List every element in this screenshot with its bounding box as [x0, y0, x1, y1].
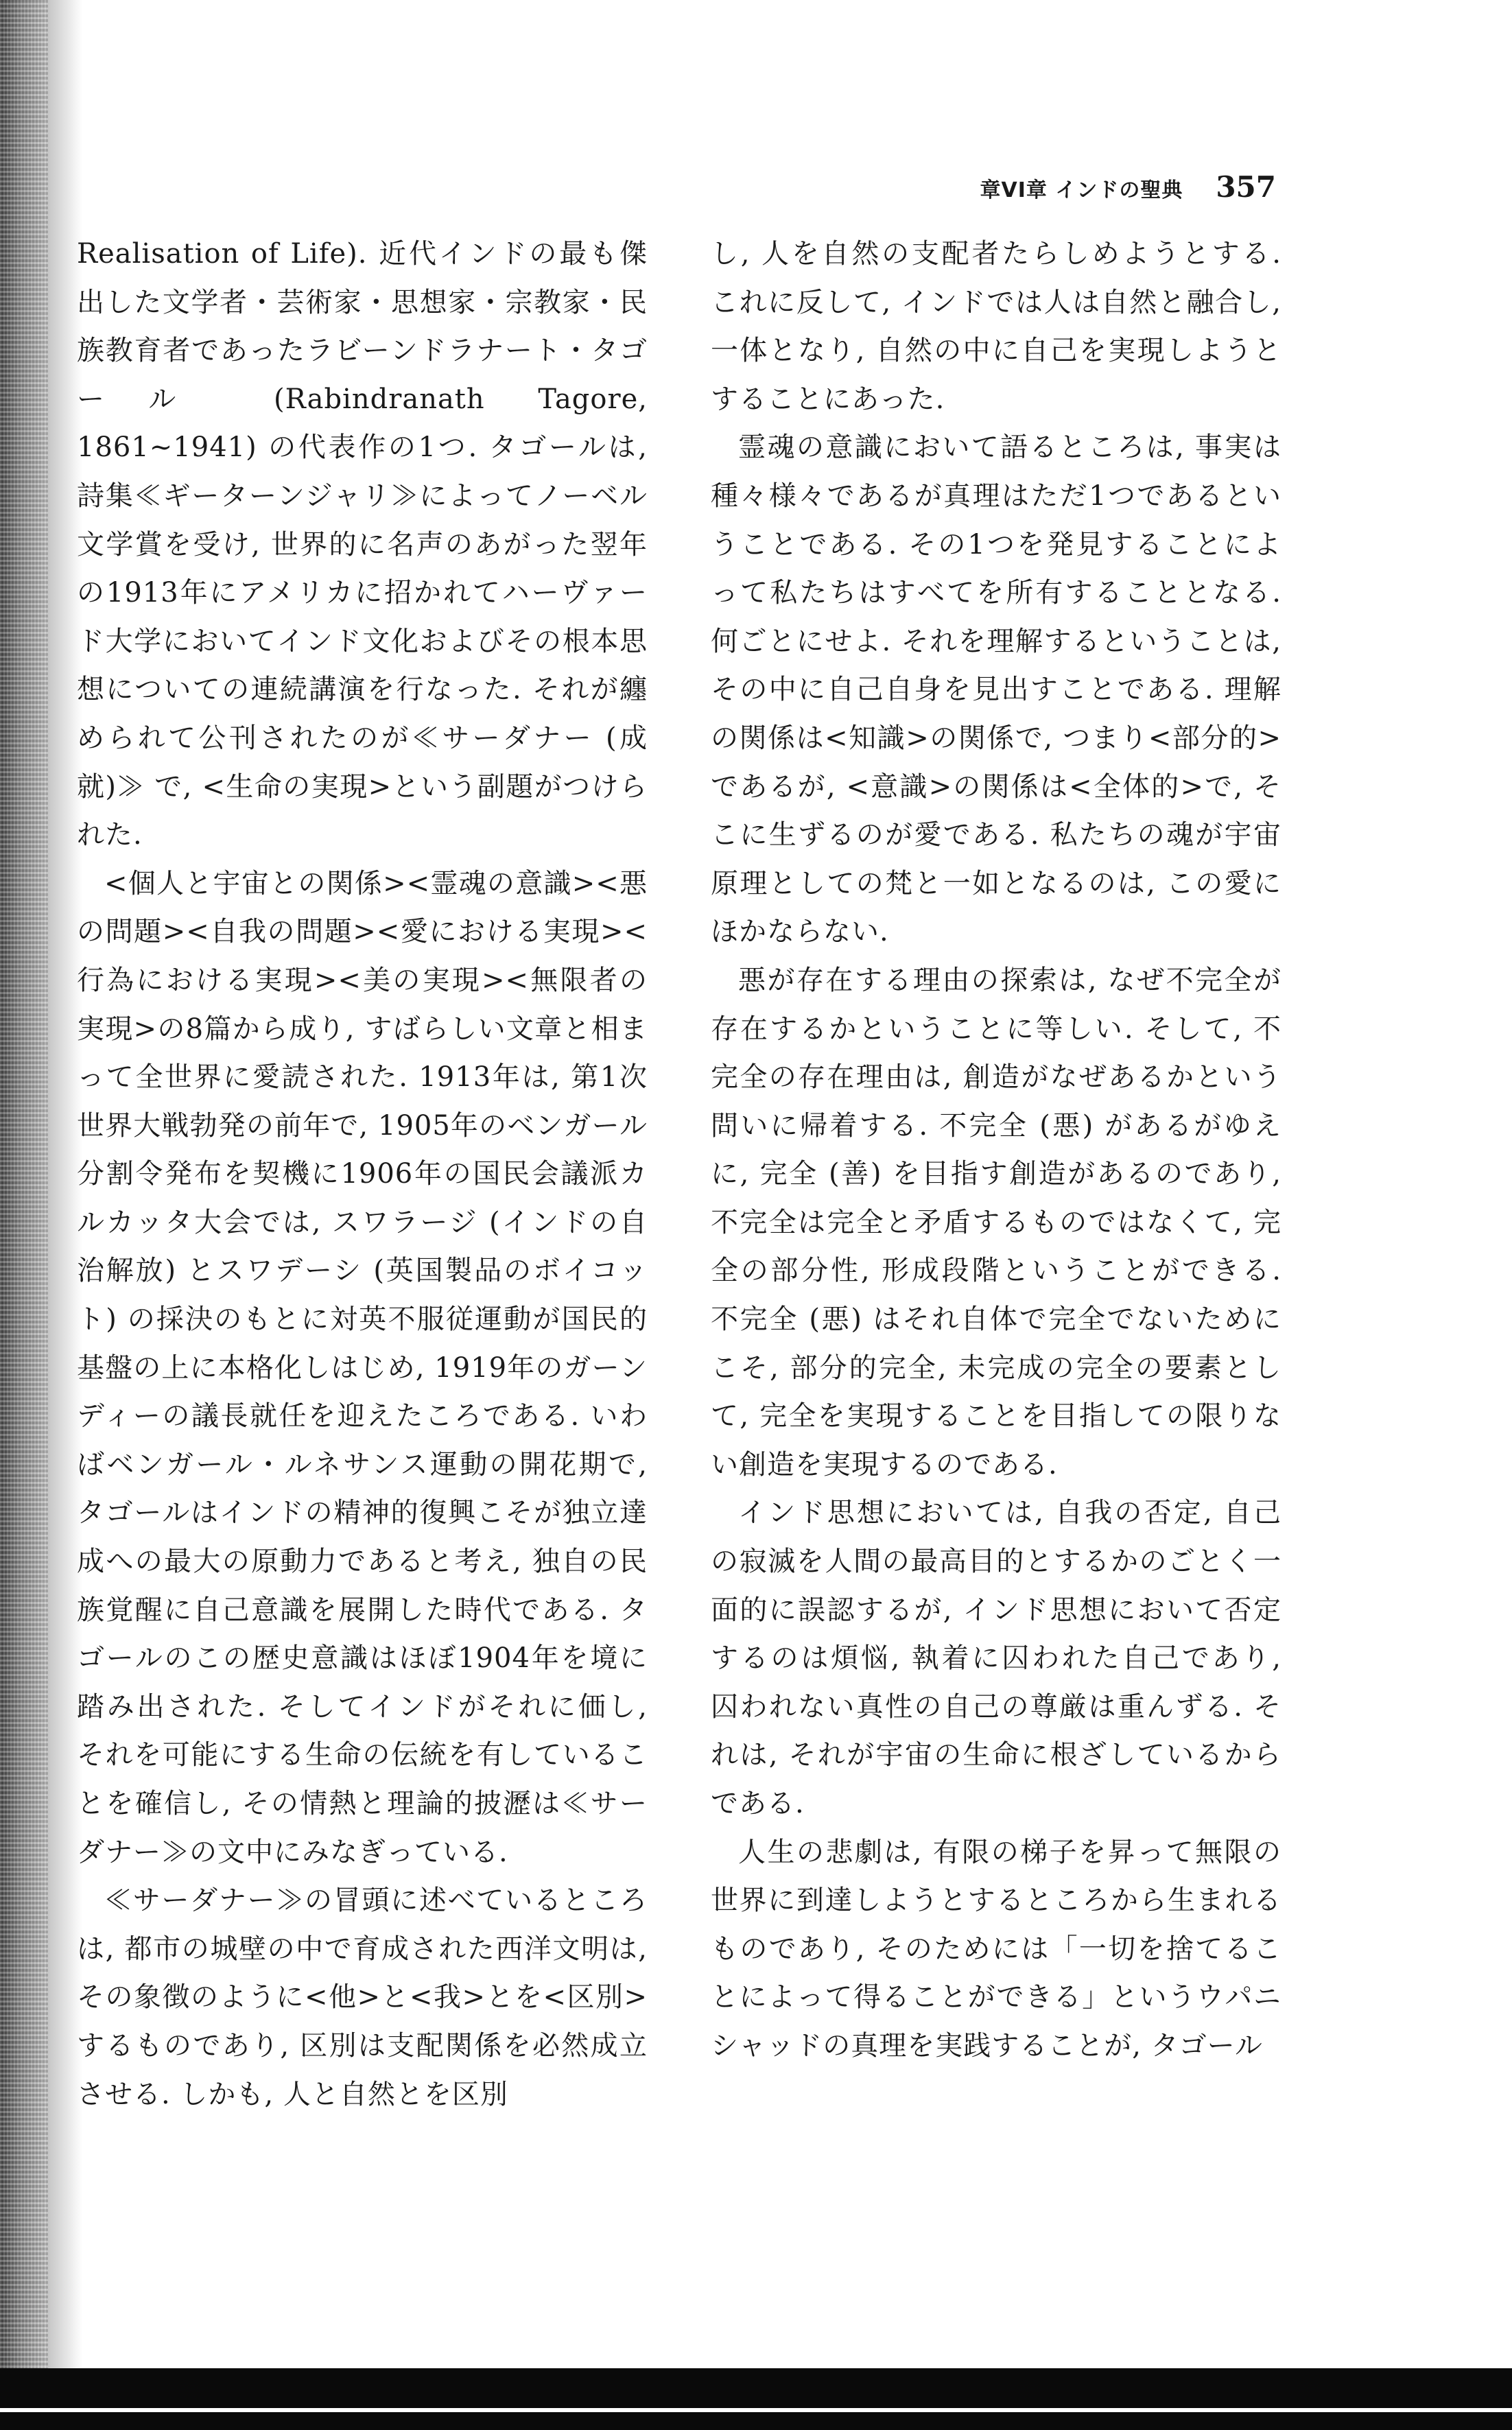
left-column — [77, 230, 648, 2119]
binding-speckle — [0, 0, 48, 2430]
left-paragraph-2: <個人と宇宙との関係><霊魂の意識><悪の問題><自我の問題><愛における実現><行為における実現><美の実現><無限者の実現>の8篇から成り, すばらしい文章と相まって全世界に愛読された. 1913年は, 第1次世界大戦勃発の前年で, 1905年のベンガール分割令発布を契機に1906年の国民会議派カルカッタ大会では, スワラージ (インドの自治解放) とスワデーシ (英国製品のボイコット) の採決のもとに対英不服従運動が国民的基盤の上に本格化しはじめ, 1919年のガーンディーの議長就任を迎えたころである. いわばベンガール・ルネサンス運動の開花期で, タゴールはインドの精神的復興こそが独立達成への最大の原動力であると考え, 独自の民族覚醒に自己意識を展開した時代である. タゴールのこの歴史意識はほぼ1904年を境に踏み出された. そしてインドがそれに価し, それを可能にする生命の伝統を有していることを確信し, その情熱と理論的披瀝は≪サーダナー≫の文中にみなぎっている. — [77, 867, 648, 1868]
chapter-title: 章VI章 インドの聖典 — [980, 178, 1183, 202]
page-number: 357 — [1216, 170, 1276, 204]
right-paragraph-1: し, 人を自然の支配者たらしめようとする. これに反して, インドでは人は自然と融合し, 一体となり, 自然の中に自己を実現しようとすることにあった. — [711, 238, 1281, 415]
left-paragraph-1: Realisation of Life). 近代インドの最も傑出した文学者・芸術家・思想家・宗教家・民族教育者であったラビーンドラナート・タゴール (Rabindranath Tagore, 1861~1941) の代表作の1つ. タゴールは, 詩集≪ギーターンジャリ≫によってノーベル文学賞を受け, 世界的に名声のあがった翌年の1913年にアメリカに招かれてハーヴァード大学においてインド文化およびその根本思想についての連続講演を行なった. それが纏められて公刊されたのが≪サーダナー (成就)≫ で, <生命の実現>という副題がつけられた. — [77, 238, 648, 851]
right-paragraph-2: 霊魂の意識において語るところは, 事実は種々様々であるが真理はただ1つであるということである. その1つを発見することによって私たちはすべてを所有することとなる. 何ごとにせよ. それを理解するということは, その中に自己自身を見出すことである. 理解の関係は<知識>の関係で, つまり<部分的>であるが, <意識>の関係は<全体的>で, そこに生ずるのが愛である. 私たちの魂が宇宙原理としての梵と一如となるのは, この愛にほかならない. — [711, 432, 1281, 948]
left-paragraph-3: ≪サーダナー≫の冒頭に述べているところは, 都市の城壁の中で育成された西洋文明は, その象徴のように<他>と<我>とを<区別>するものであり, 区別は支配関係を必然成立させる. しかも, 人と自然とを区別 — [77, 1885, 648, 2110]
scan-bottom-edge — [0, 2368, 1512, 2430]
right-paragraph-3: 悪が存在する理由の探索は, なぜ不完全が存在するかということに等しい. そして, 不完全の存在理由は, 創造がなぜあるかという問いに帰着する. 不完全 (悪) があるがゆえに, 完全 (善) を目指す創造があるのであり, 不完全は完全と矛盾するものではなくて, 完全の部分性, 形成段階ということができる. 不完全 (悪) はそれ自体で完全でないためにこそ, 部分的完全, 未完成の完全の要素として, 完全を実現することを目指しての限りない創造を実現するのである. — [711, 964, 1281, 1481]
right-column — [711, 230, 1281, 2071]
right-paragraph-4: インド思想においては, 自我の否定, 自己の寂滅を人間の最高目的とするかのごとく一面的に誤認するが, インド思想において否定するのは煩悩, 執着に囚われた自己であり, 囚われない真性の自己の尊厳は重んずる. それは, それが宇宙の生命に根ざしているからである. — [711, 1497, 1281, 1819]
running-head — [919, 170, 1276, 218]
right-paragraph-5: 人生の悲劇は, 有限の梯子を昇って無限の世界に到達しようとするところから生まれるものであり, そのためには「一切を捨てることによって得ることができる」というウパニシャッドの真理を実践することが, タゴール — [711, 1836, 1281, 2062]
